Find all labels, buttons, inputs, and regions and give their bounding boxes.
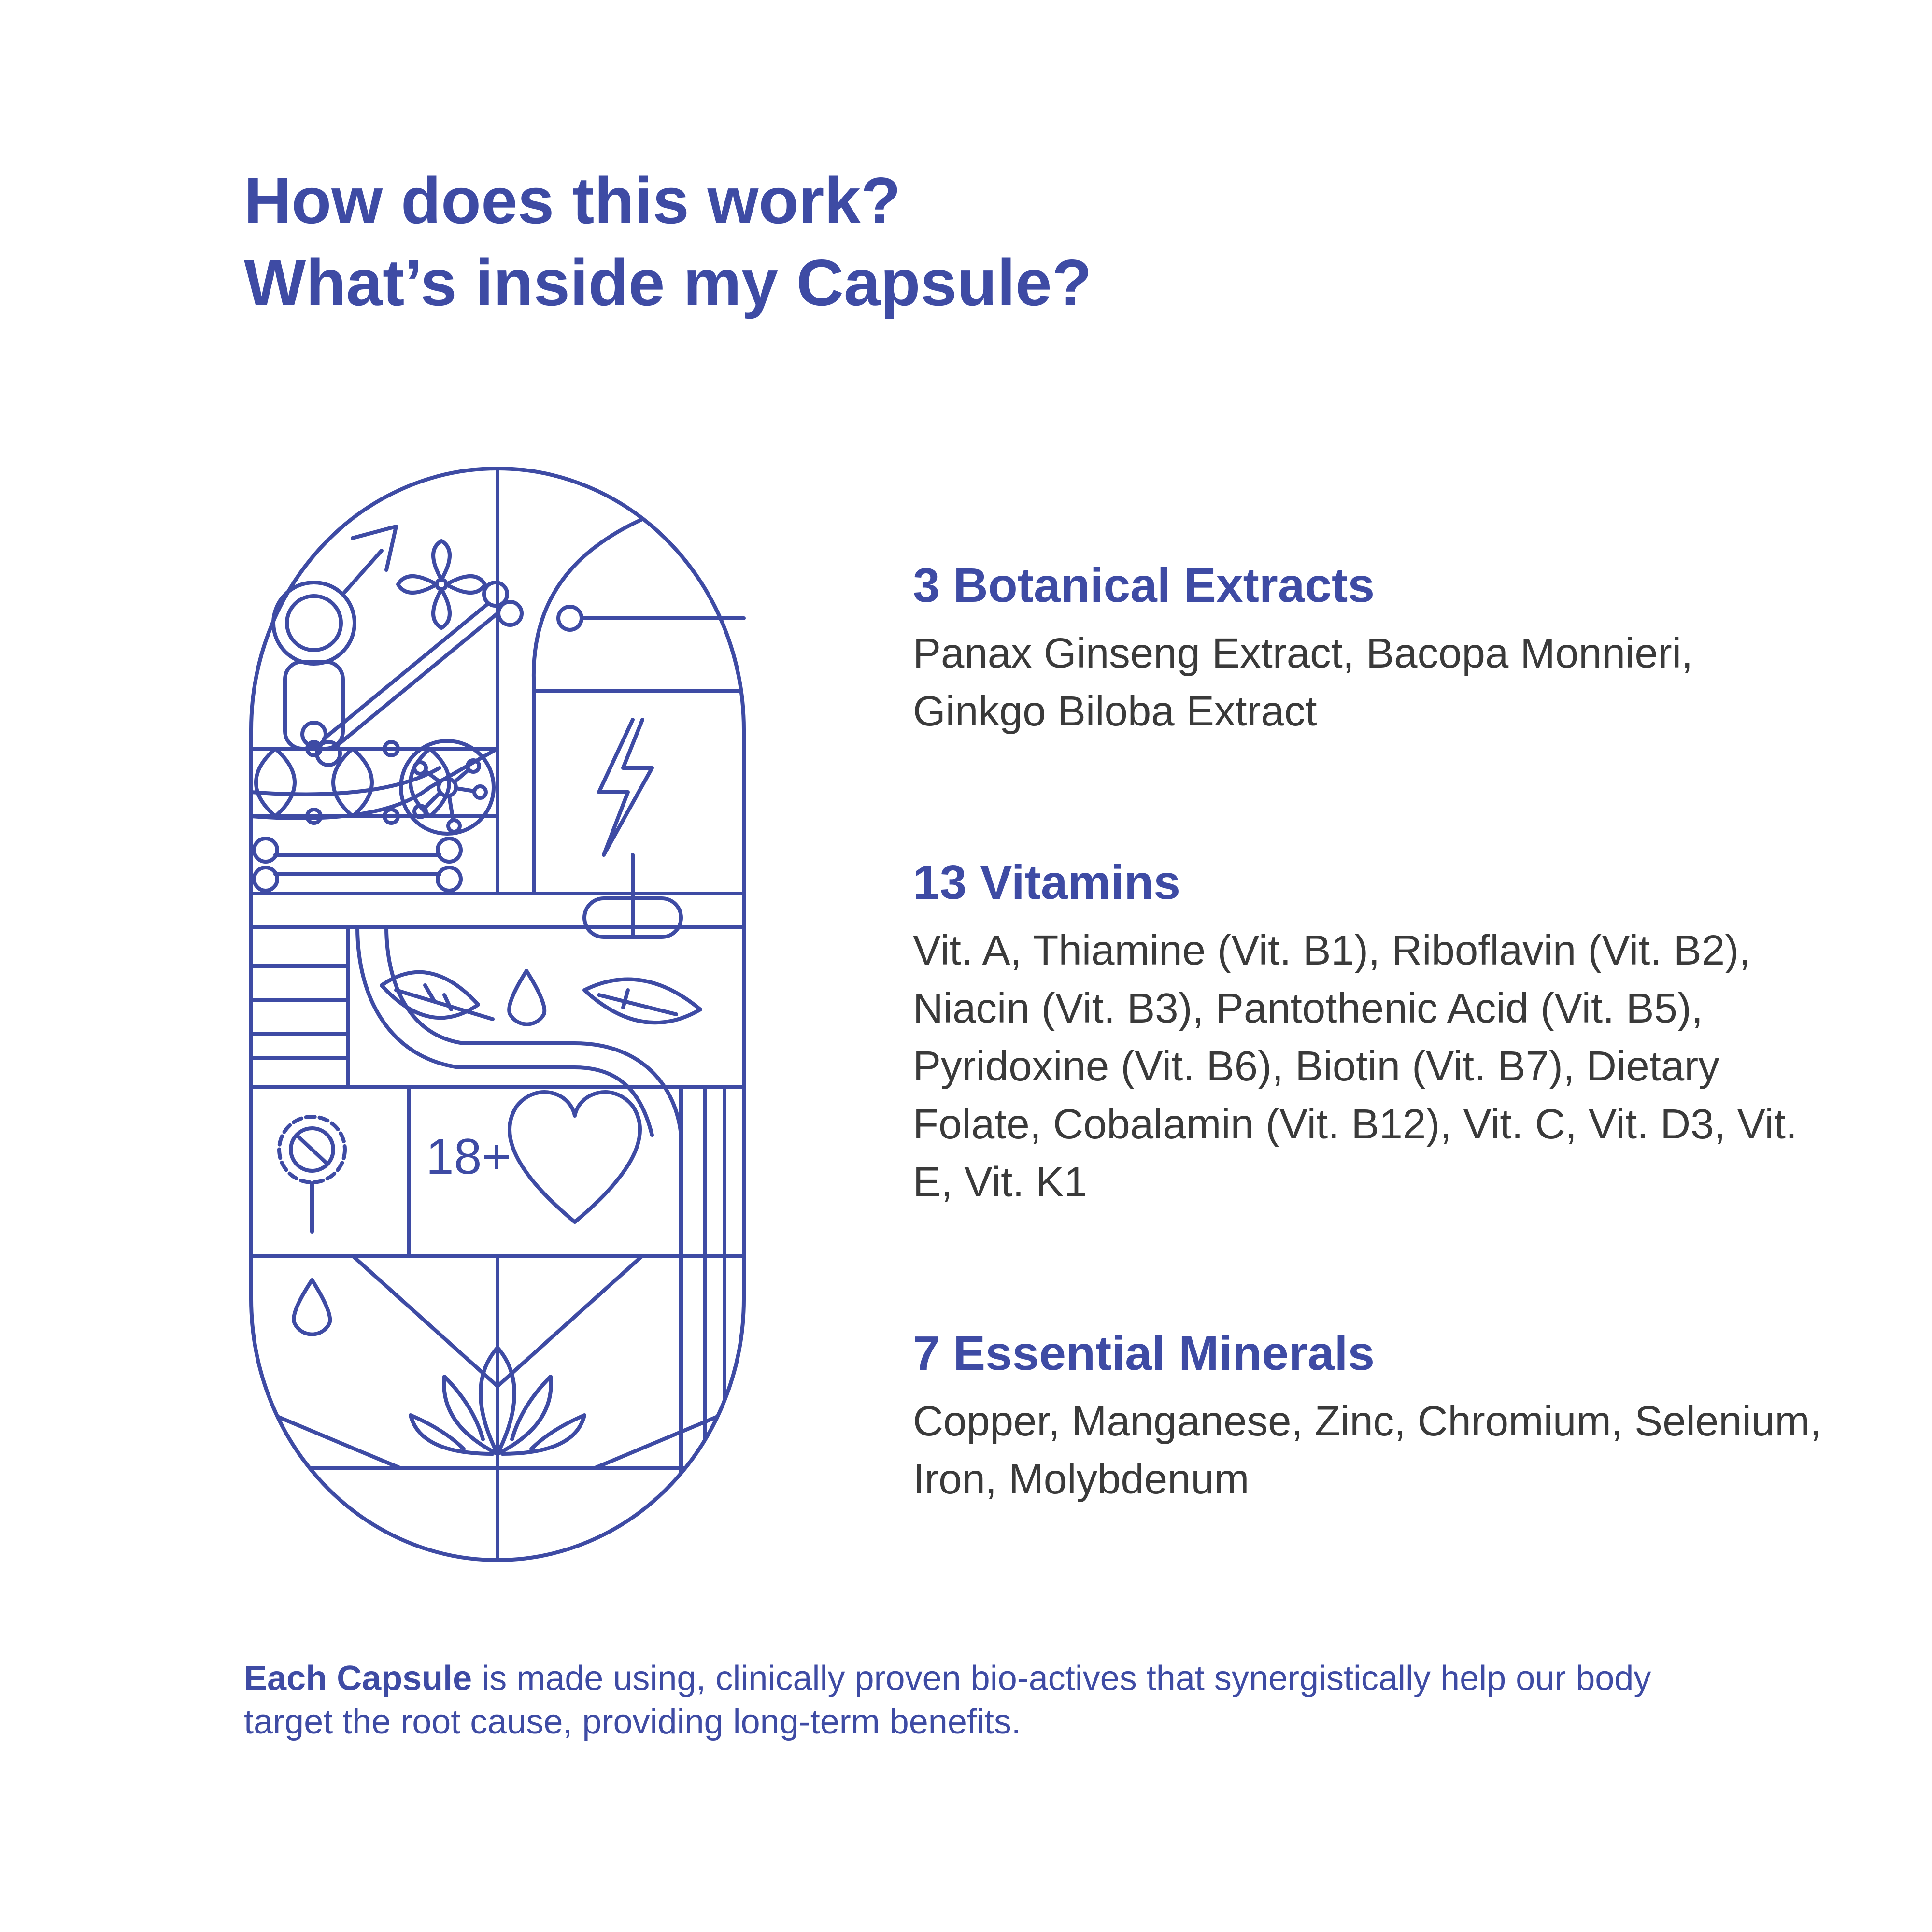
page-heading bbox=[244, 159, 1500, 324]
heading-line-2: What’s inside my Capsule? bbox=[244, 246, 1092, 319]
heading-line-1: How does this work? bbox=[244, 164, 901, 237]
capsule-illustration bbox=[237, 459, 758, 1570]
bone-horizontal-icon bbox=[254, 838, 461, 891]
footer-text: is made using, clinically proven bio-actives that synergistically help our body target the root cause, providing long-term benefits. bbox=[244, 1659, 1651, 1741]
section-botanical bbox=[913, 555, 1831, 740]
drop-icon bbox=[509, 971, 544, 1024]
section-body: Copper, Manganese, Zinc, Chromium, Selenium, Iron, Molybdenum bbox=[913, 1398, 1822, 1503]
lightning-icon bbox=[599, 720, 652, 898]
leaf-icon-2 bbox=[584, 980, 700, 1023]
section-title: 13 Vitamins bbox=[913, 855, 1181, 909]
section-body: Vit. A, Thiamine (Vit. B1), Riboflavin (Vit. B2), Niacin (Vit. B3), Pantothenic Acid (Vit. B5), Pyridoxine (Vit. B6), Biotin (Vit. B7), Dietary Folate, Cobalamin (Vit. B12), Vit. C, Vit. D3, Vit. E, Vit. K1 bbox=[913, 927, 1798, 1206]
section-body: Panax Ginseng Extract, Bacopa Monnieri, Ginkgo Biloba Extract bbox=[913, 630, 1693, 735]
male-symbol-icon bbox=[273, 526, 396, 749]
section-title: 3 Botanical Extracts bbox=[913, 558, 1375, 612]
section-title: 7 Essential Minerals bbox=[913, 1326, 1375, 1380]
no-sign-icon bbox=[279, 1117, 345, 1232]
section-minerals bbox=[913, 1323, 1831, 1508]
footer-bold: Each Capsule bbox=[244, 1659, 472, 1698]
age-badge: 18+ bbox=[426, 1129, 511, 1185]
bone-icon bbox=[302, 582, 522, 765]
pill-icon bbox=[584, 898, 681, 937]
drop-icon-2 bbox=[294, 1280, 330, 1335]
footer-note bbox=[244, 1657, 1741, 1744]
heart-icon bbox=[510, 1092, 640, 1222]
section-vitamins bbox=[913, 852, 1831, 1211]
